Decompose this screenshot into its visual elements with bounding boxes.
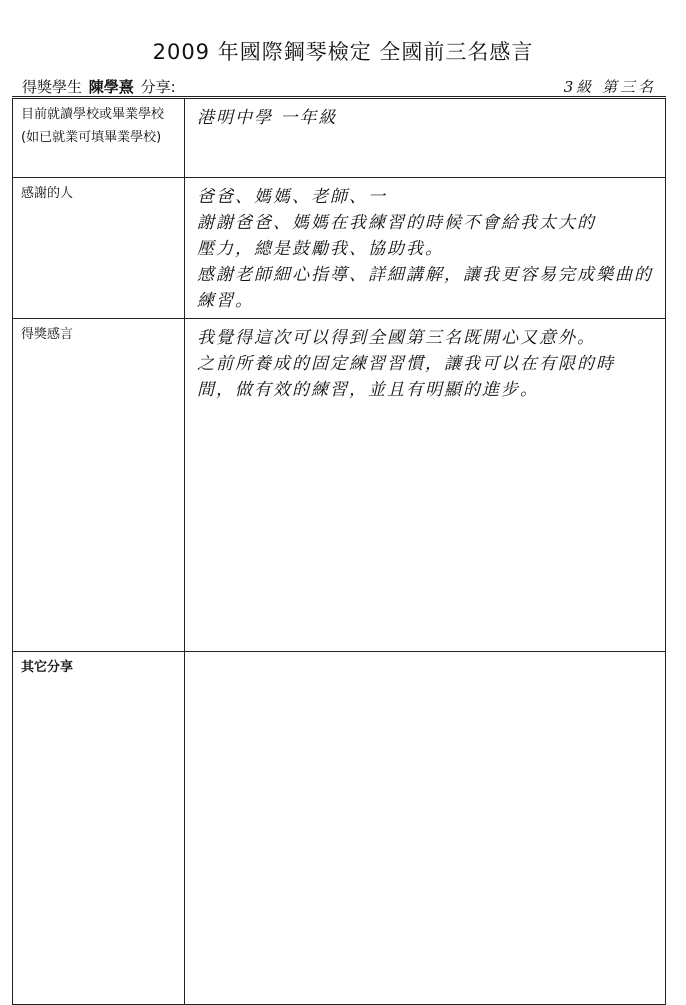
school-answer (185, 99, 666, 178)
speech-answer (185, 319, 666, 652)
award-form-table (12, 98, 666, 1005)
student-suffix: 分享: (140, 78, 176, 96)
speech-label: 得獎感言 (13, 319, 185, 652)
answer-line: 之前所養成的固定練習習慣，讓我可以在有限的時 (197, 354, 615, 374)
table-row (13, 319, 666, 652)
other-label: 其它分享 (13, 652, 185, 1005)
answer-line: 我覺得這次可以得到全國第三名既開心又意外。 (197, 328, 596, 348)
answer-line: 爸爸、媽媽、老師、一 (197, 187, 387, 207)
school-label: 目前就讀學校或畢業學校(如已就業可填畢業學校) (13, 99, 185, 178)
answer-line: 間，做有效的練習，並且有明顯的進步。 (197, 380, 539, 400)
answer-line: 港明中學 一年級 (197, 108, 338, 128)
answer-line: 謝謝爸爸、媽媽在我練習的時候不會給我太大的 (197, 213, 596, 233)
student-name: 陳學熹 (88, 78, 134, 96)
table-row (13, 178, 666, 319)
page-title: 2009 年國際鋼琴檢定 全國前三名感言 (152, 40, 534, 64)
thanks-answer (185, 178, 666, 319)
student-line (22, 76, 176, 97)
other-answer (185, 652, 666, 1005)
thanks-label: 感謝的人 (13, 178, 185, 319)
table-row (13, 99, 666, 178)
answer-line: 感謝老師細心指導、詳細講解，讓我更容易完成樂曲的練習。 (197, 265, 653, 311)
student-prefix: 得獎學生 (22, 78, 83, 96)
grade-note: 3級 第三名 (563, 78, 656, 96)
top-divider (12, 96, 666, 97)
table-row (13, 652, 666, 1005)
answer-line: 壓力，總是鼓勵我、協助我。 (197, 239, 444, 259)
